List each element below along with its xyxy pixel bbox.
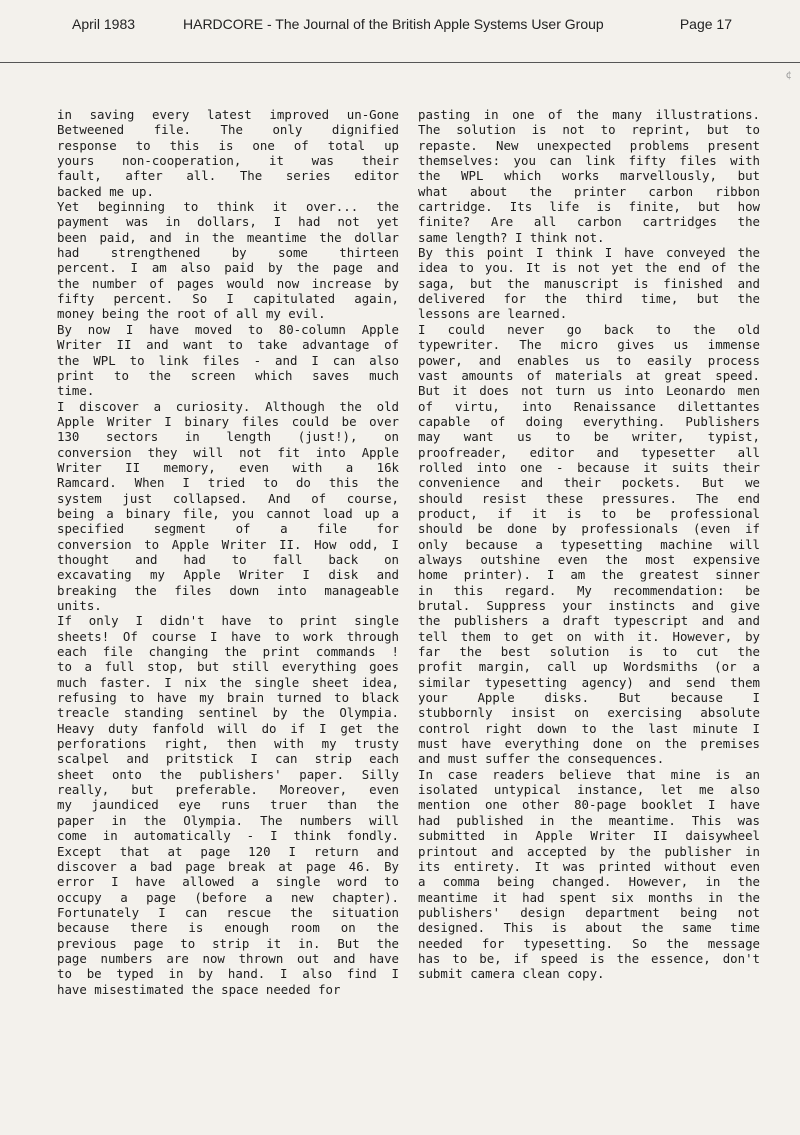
text-line: typewriter. The micro gives us immense	[418, 337, 760, 353]
text-line: In case readers believe that mine is an	[418, 766, 760, 782]
text-line: page numbers are now thrown out and have	[57, 950, 399, 966]
text-line: finite? Are all carbon cartridges the	[418, 214, 760, 230]
text-line: rolled into one - because it suits their	[418, 459, 760, 475]
text-line: Apple Writer I binary files could be over	[57, 413, 399, 429]
text-line: pasting in one of the many illustrations.	[418, 107, 760, 122]
text-line: occupy a page (before a new chapter).	[57, 889, 399, 905]
text-line: system just collapsed. And of course,	[57, 490, 399, 506]
text-line: conversion to Apple Writer II. How odd, I	[57, 536, 399, 552]
text-line: Betweened file. The only dignified	[57, 122, 399, 138]
text-line: Writer II memory, even with a 16k	[57, 459, 399, 475]
text-line: submit camera clean copy.	[418, 966, 605, 982]
text-line: 130 sectors in length (just!), on	[57, 429, 399, 445]
text-line: product, if it is to be professional	[418, 505, 760, 521]
text-line: repaste. New unexpected problems present	[418, 137, 760, 153]
text-line: cartridge. Its life is finite, but how	[418, 199, 760, 215]
text-line: of virtu, into Renaissance dilettantes	[418, 398, 760, 414]
text-line: being a binary file, you cannot load up a	[57, 505, 399, 521]
text-line: your Apple disks. But because I	[418, 690, 760, 706]
text-line: to be typed in by hand. I also find I	[57, 966, 399, 982]
text-line: sheets! Of course I have to work through	[57, 628, 399, 644]
text-line: its entirety. It was printed without even	[418, 858, 760, 874]
text-line: because there is enough room on the	[57, 920, 399, 936]
text-line: breaking the files down into manageable	[57, 582, 399, 598]
text-line: print to the screen which saves much	[57, 367, 399, 383]
text-line: excavating my Apple Writer I disk and	[57, 567, 399, 583]
right-column	[418, 107, 760, 982]
text-line: vast amounts of materials at great speed.	[418, 367, 760, 383]
text-line: Yet beginning to think it over... the	[57, 199, 399, 215]
text-line: time.	[57, 383, 95, 399]
header-journal-title: HARDCORE - The Journal of the British Apple Systems User Group	[183, 16, 604, 32]
text-line: response to this is one of total up	[57, 137, 399, 153]
text-line: designed. This is about the same time	[418, 920, 760, 936]
text-line: yours non-cooperation, it was their	[57, 153, 399, 169]
text-line: delivered for the third time, but the	[418, 291, 760, 307]
text-line: the WPL which works marvellously, but	[418, 168, 760, 184]
text-line: error I have allowed a single word to	[57, 874, 399, 890]
text-line: specified segment of a file for	[57, 521, 399, 537]
text-line: By this point I think I have conveyed the	[418, 245, 760, 261]
text-line: If only I didn't have to print single	[57, 613, 399, 629]
text-line: far the best solution is to cut the	[418, 644, 760, 660]
text-line: idea to you. It is not yet the end of the	[418, 260, 760, 276]
text-line: Heavy duty fanfold will do if I get the	[57, 720, 399, 736]
text-line: have misestimated the space needed for	[57, 981, 341, 997]
text-line: brutal. Suppress your instincts and give	[418, 598, 760, 613]
text-line: submitted in Apple Writer II daisywheel	[418, 828, 760, 844]
text-line: in this regard. My recommendation: be	[418, 582, 760, 598]
text-line: By now I have moved to 80-column Apple	[57, 321, 399, 337]
text-line: isolated untypical instance, let me also	[418, 782, 760, 798]
text-line: must have everything done on the premises	[418, 736, 760, 752]
text-line: similar typesetting agency) and send them	[418, 674, 760, 690]
running-header	[72, 16, 732, 38]
text-line: the publishers a draft typescript and and	[418, 613, 760, 629]
text-line: same length? I think not.	[418, 229, 605, 245]
text-line: has to be, if speed is the essence, don't	[418, 950, 760, 966]
text-line: convenience and their pockets. But we	[418, 475, 760, 491]
text-line: had published in the meantime. This was	[418, 812, 760, 828]
text-line: Fortunately I can rescue the situation	[57, 904, 399, 920]
text-line: money being the root of all my evil.	[57, 306, 326, 322]
text-line: discover a bad page break at page 46. By	[57, 858, 399, 874]
text-line: I discover a curiosity. Although the old	[57, 398, 399, 414]
text-line: a comma being changed. However, in the	[418, 874, 760, 890]
text-line: printout and accepted by the publisher in	[418, 843, 760, 859]
text-line: thought and had to fall back on	[57, 551, 399, 567]
text-line: capable of doing everything. Publishers	[418, 413, 760, 429]
text-line: had strengthened by some thirteen	[57, 245, 399, 261]
text-line: Except that at page 120 I return and	[57, 843, 399, 859]
text-line: stubbornly insist on exercising absolute	[418, 705, 760, 721]
text-line: each file changing the print commands !	[57, 644, 399, 660]
margin-mark: ¢	[785, 70, 792, 81]
text-line: fifty percent. So I capitulated again,	[57, 291, 399, 307]
text-line: may want us to be writer, typist,	[418, 429, 760, 445]
text-line: percent. I am also paid by the page and	[57, 260, 399, 276]
text-line: should be done by professionals (even if	[418, 521, 760, 537]
header-rule	[0, 62, 800, 63]
text-line: saga, but the manuscript is finished and	[418, 275, 760, 291]
text-line: proofreader, editor and typesetter all	[418, 444, 760, 460]
text-line: in saving every latest improved un-Gone	[57, 107, 399, 122]
text-line: I could never go back to the old	[418, 321, 760, 337]
text-line: previous page to strip it in. But the	[57, 935, 399, 951]
text-line: always outshine even the most expensive	[418, 551, 760, 567]
text-line: control right down to the last minute I	[418, 720, 760, 736]
text-line: only because a typesetting machine will	[418, 536, 760, 552]
text-line: the number of pages would now increase by	[57, 275, 399, 291]
text-line: refusing to have my brain turned to black	[57, 690, 399, 706]
text-line: publishers' design department being not	[418, 904, 760, 920]
left-column	[57, 107, 399, 997]
text-line: Ramcard. When I tried to do this the	[57, 475, 399, 491]
text-line: much faster. I nix the single sheet idea,	[57, 674, 399, 690]
text-line: lessons are learned.	[418, 306, 568, 322]
text-line: meantime it had spent six months in the	[418, 889, 760, 905]
text-line: mention one other 80-page booklet I have	[418, 797, 760, 813]
text-line: treacle standing sentinel by the Olympia.	[57, 705, 399, 721]
text-line: But it does not turn us into Leonardo men	[418, 383, 760, 399]
text-line: what about the printer carbon ribbon	[418, 183, 760, 199]
text-line: really, but preferable. Moreover, even	[57, 782, 399, 798]
text-line: fault, after all. The series editor	[57, 168, 399, 184]
text-line: should resist these pressures. The end	[418, 490, 760, 506]
text-line: to a full stop, but still everything goes	[57, 659, 399, 675]
text-line: come in automatically - I think fondly.	[57, 828, 399, 844]
text-line: sheet onto the publishers' paper. Silly	[57, 766, 399, 782]
text-line: backed me up.	[57, 183, 154, 199]
text-line: perforations right, then with my trusty	[57, 736, 399, 752]
text-line: units.	[57, 598, 102, 613]
text-line: home printer). I am the greatest sinner	[418, 567, 760, 583]
text-line: conversion they will not fit into Apple	[57, 444, 399, 460]
text-line: my jaundiced eye runs truer than the	[57, 797, 399, 813]
text-line: paper in the Olympia. The numbers will	[57, 812, 399, 828]
text-line: needed for typesetting. So the message	[418, 935, 760, 951]
text-line: scalpel and pritstick I can strip each	[57, 751, 399, 767]
text-line: been paid, and in the meantime the dollar	[57, 229, 399, 245]
header-page-number: Page 17	[679, 16, 732, 32]
text-line: The solution is not to reprint, but to	[418, 122, 760, 138]
text-line: profit margin, call up Wordsmiths (or a	[418, 659, 760, 675]
header-date: April 1983	[72, 16, 136, 32]
text-line: Writer II and want to take advantage of	[57, 337, 399, 353]
text-line: payment was in dollars, I had not yet	[57, 214, 399, 230]
text-line: themselves: you can link fifty files with	[418, 153, 760, 169]
text-line: and must suffer the consequences.	[418, 751, 665, 767]
text-line: tell them to get on with it. However, by	[418, 628, 760, 644]
text-line: the WPL to link files - and I can also	[57, 352, 399, 368]
text-line: power, and enables us to easily process	[418, 352, 760, 368]
